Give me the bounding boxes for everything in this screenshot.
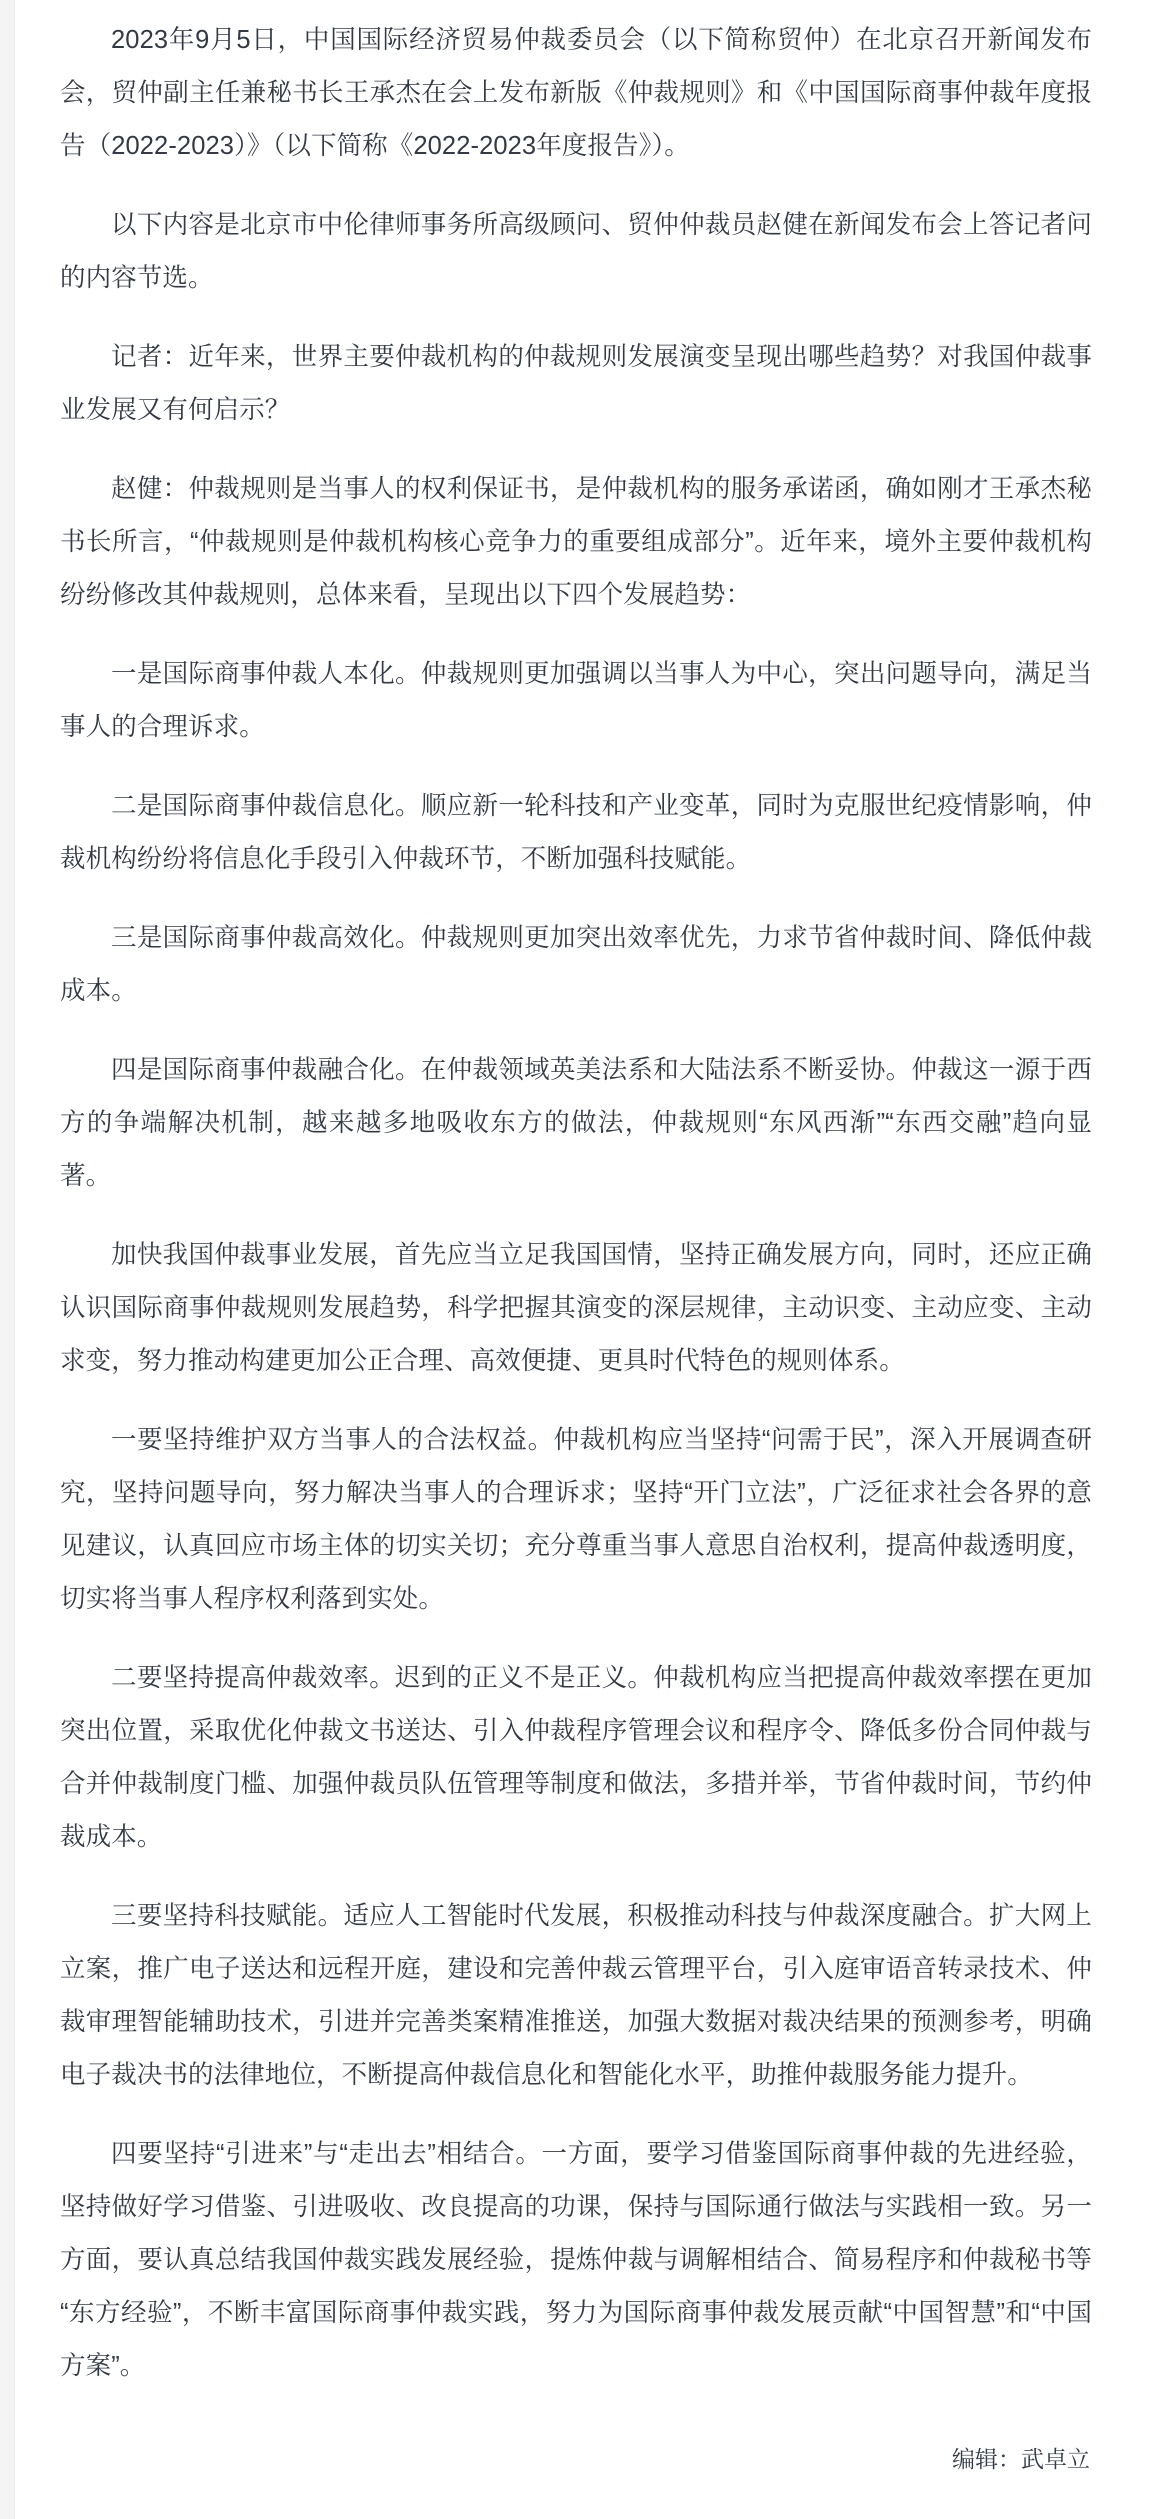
paragraph-reporter-question: 记者：近年来，世界主要仲裁机构的仲裁规则发展演变呈现出哪些趋势？对我国仲裁事业发展又有何启示？: [60, 343, 1092, 424]
paragraph-intro-press-conference: 2023年9月5日，中国国际经济贸易仲裁委员会（以下简称贸仲）在北京召开新闻发布会，贸仲副主任兼秘书长王承杰在会上发布新版《仲裁规则》和《中国国际商事仲裁年度报告（2022-2023）》（以下简称《2022-2023年度报告》）。: [60, 26, 1092, 160]
paragraph-trend-four: 四是国际商事仲裁融合化。在仲裁领域英美法系和大陆法系不断妥协。仲裁这一源于西方的争端解决机制，越来越多地吸收东方的做法，仲裁规则“东风西渐”“东西交融”趋向显著。: [60, 1056, 1092, 1190]
paragraph-measure-two: 二要坚持提高仲裁效率。迟到的正义不是正义。仲裁机构应当把提高仲裁效率摆在更加突出位置，采取优化仲裁文书送达、引入仲裁程序管理会议和程序令、降低多份合同仲裁与合并仲裁制度门槛、加强仲裁员队伍管理等制度和做法，多措并举，节省仲裁时间，节约仲裁成本。: [60, 1664, 1092, 1851]
paragraph-source-note: 以下内容是北京市中伦律师事务所高级顾问、贸仲仲裁员赵健在新闻发布会上答记者问的内容节选。: [60, 211, 1092, 292]
paragraph-measure-three: 三要坚持科技赋能。适应人工智能时代发展，积极推动科技与仲裁深度融合。扩大网上立案，推广电子送达和远程开庭，建设和完善仲裁云管理平台，引入庭审语音转录技术、仲裁审理智能辅助技术，引进并完善类案精准推送，加强大数据对裁决结果的预测参考，明确电子裁决书的法律地位，不断提高仲裁信息化和智能化水平，助推仲裁服务能力提升。: [60, 1902, 1092, 2089]
paragraph-trend-two: 二是国际商事仲裁信息化。顺应新一轮科技和产业变革，同时为克服世纪疫情影响，仲裁机构纷纷将信息化手段引入仲裁环节，不断加强科技赋能。: [60, 792, 1092, 873]
paragraph-measure-one: 一要坚持维护双方当事人的合法权益。仲裁机构应当坚持“问需于民”，深入开展调查研究，坚持问题导向，努力解决当事人的合理诉求；坚持“开门立法”，广泛征求社会各界的意见建议，认真回应市场主体的切实关切；充分尊重当事人意思自治权利，提高仲裁透明度，切实将当事人程序权利落到实处。: [60, 1426, 1092, 1613]
paragraph-answer-intro: 赵健：仲裁规则是当事人的权利保证书，是仲裁机构的服务承诺函，确如刚才王承杰秘书长所言，“仲裁规则是仲裁机构核心竞争力的重要组成部分”。近年来，境外主要仲裁机构纷纷修改其仲裁规则，总体来看，呈现出以下四个发展趋势：: [60, 475, 1092, 609]
paragraph-measure-four: 四要坚持“引进来”与“走出去”相结合。一方面，要学习借鉴国际商事仲裁的先进经验，坚持做好学习借鉴、引进吸收、改良提高的功课，保持与国际通行做法与实践相一致。另一方面，要认真总结我国仲裁实践发展经验，提炼仲裁与调解相结合、简易程序和仲裁秘书等“东方经验”，不断丰富国际商事仲裁实践，努力为国际商事仲裁发展贡献“中国智慧”和“中国方案”。: [60, 2140, 1092, 2380]
paragraph-trend-one: 一是国际商事仲裁人本化。仲裁规则更加强调以当事人为中心，突出问题导向，满足当事人的合理诉求。: [60, 660, 1092, 741]
bottom-spacer: [60, 2479, 1092, 2519]
editor-credit: 编辑：武卓立: [952, 2446, 1090, 2472]
paragraph-trend-three: 三是国际商事仲裁高效化。仲裁规则更加突出效率优先，力求节省仲裁时间、降低仲裁成本。: [60, 924, 1092, 1005]
paragraph-development-overview: 加快我国仲裁事业发展，首先应当立足我国国情，坚持正确发展方向，同时，还应正确认识国际商事仲裁规则发展趋势，科学把握其演变的深层规律，主动识变、主动应变、主动求变，努力推动构建更加公正合理、高效便捷、更具时代特色的规则体系。: [60, 1241, 1092, 1375]
